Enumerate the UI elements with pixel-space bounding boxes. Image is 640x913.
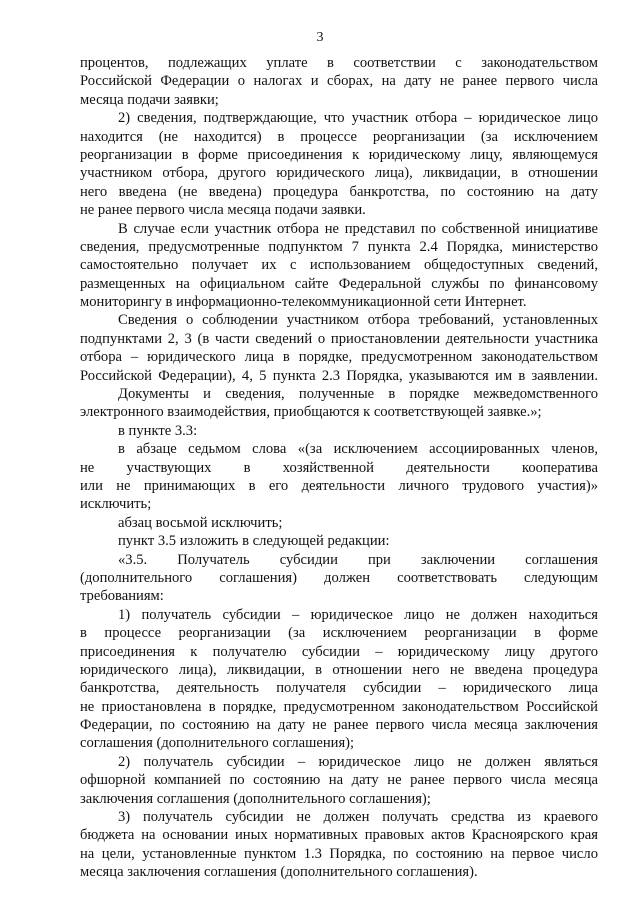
text-line: заключения соглашения (дополнительного соглашения); bbox=[80, 790, 431, 807]
text-line: 2) сведения, подтверждающие, что участник отбора – юридическое лицо bbox=[118, 110, 598, 127]
text-line: реорганизации в форме присоединения к юридическому лицу, являющемуся bbox=[80, 146, 598, 163]
text-line: подпунктами 2, 3 (в части сведений о приостановлении деятельности участника bbox=[80, 330, 598, 347]
text-line: банкротства, деятельность получателя субсидии – юридического лица bbox=[80, 680, 598, 697]
text-line: электронного взаимодействия, приобщаются к соответствующей заявке.»; bbox=[80, 404, 542, 421]
text-line: «3.5. Получатель субсидии при заключении соглашения bbox=[118, 551, 598, 568]
text-line: офшорной компанией по состоянию на дату не ранее первого числа месяца bbox=[80, 772, 598, 789]
text-line: на цели, установленные пунктом 1.3 Порядка, по состоянию на первое число bbox=[80, 845, 598, 862]
text-line: участником отбора, другого юридического лица), ликвидации, в отношении bbox=[80, 165, 598, 182]
text-line: юридического лица), ликвидации, в отношении него не введена процедура bbox=[80, 661, 598, 678]
text-line: 3) получатель субсидии не должен получать средства из краевого bbox=[118, 809, 598, 826]
text-line: бюджета на основании иных нормативных правовых актов Красноярского края bbox=[80, 827, 598, 844]
text-line: самостоятельно получает их с использованием общедоступных сведений, bbox=[80, 257, 598, 274]
text-line: размещенных на официальном сайте Федеральной службы по финансовому bbox=[80, 275, 598, 292]
page-number: 3 bbox=[316, 30, 324, 45]
text-line: Российской Федерации о налогах и сборах, на дату не ранее первого числа bbox=[80, 73, 598, 90]
document-body bbox=[80, 54, 598, 882]
text-line: Федерации, по состоянию на дату не ранее первого числа месяца заключения bbox=[80, 717, 598, 734]
text-line: в абзаце седьмом слова «(за исключением ассоциированных членов, bbox=[118, 441, 598, 458]
text-line: соглашения (дополнительного соглашения); bbox=[80, 735, 355, 752]
text-line: месяца заключения соглашения (дополнительного соглашения). bbox=[80, 864, 478, 881]
text-line: присоединения к получателю субсидии – юридическому лицу другого bbox=[80, 643, 598, 660]
text-line: 1) получатель субсидии – юридическое лицо не должен находиться bbox=[118, 606, 598, 623]
text-line: Российской Федерации), 4, 5 пункта 2.3 Порядка, указываются им в заявлении. bbox=[80, 367, 598, 384]
text-line: требованиям: bbox=[80, 588, 164, 605]
text-line: исключить; bbox=[80, 496, 152, 513]
text-line: В случае если участник отбора не представил по собственной инициативе bbox=[118, 220, 598, 237]
text-line: 2) получатель субсидии – юридическое лицо не должен являться bbox=[118, 753, 598, 770]
text-line: сведения, предусмотренные подпунктом 7 пункта 2.4 Порядка, министерство bbox=[80, 238, 598, 255]
text-line: или не принимающих в его деятельности личного трудового участия)» bbox=[80, 477, 598, 494]
text-line: Сведения о соблюдении участником отбора требований, установленных bbox=[118, 312, 598, 329]
text-line: мониторингу в информационно-телекоммуникационной сети Интернет. bbox=[80, 294, 527, 311]
text-line: отбора – юридического лица в порядке, предусмотренном законодательством bbox=[80, 349, 598, 366]
text-line: находится (не находится) в процессе реорганизации (за исключением bbox=[80, 128, 598, 145]
text-line: процентов, подлежащих уплате в соответствии с законодательством bbox=[80, 55, 598, 71]
text-line: (дополнительного соглашения) должен соответствовать следующим bbox=[80, 569, 598, 586]
text-line: месяца подачи заявки; bbox=[80, 91, 219, 108]
text-line: не участвующих в хозяйственной деятельности кооператива bbox=[80, 459, 598, 476]
text-line: не ранее первого числа месяца подачи заявки. bbox=[80, 202, 366, 219]
text-line: пункт 3.5 изложить в следующей редакции: bbox=[118, 533, 390, 550]
text-line: него введена (не введена) процедура банкротства, по состоянию на дату bbox=[80, 183, 598, 200]
text-line: не приостановлена в порядке, предусмотренном законодательством Российской bbox=[80, 698, 598, 715]
text-line: в пункте 3.3: bbox=[118, 422, 198, 439]
text-line: в процессе реорганизации (за исключением реорганизации в форме bbox=[80, 625, 598, 642]
text-line: абзац восьмой исключить; bbox=[118, 514, 283, 531]
text-line: Документы и сведения, полученные в порядке межведомственного bbox=[118, 386, 598, 403]
